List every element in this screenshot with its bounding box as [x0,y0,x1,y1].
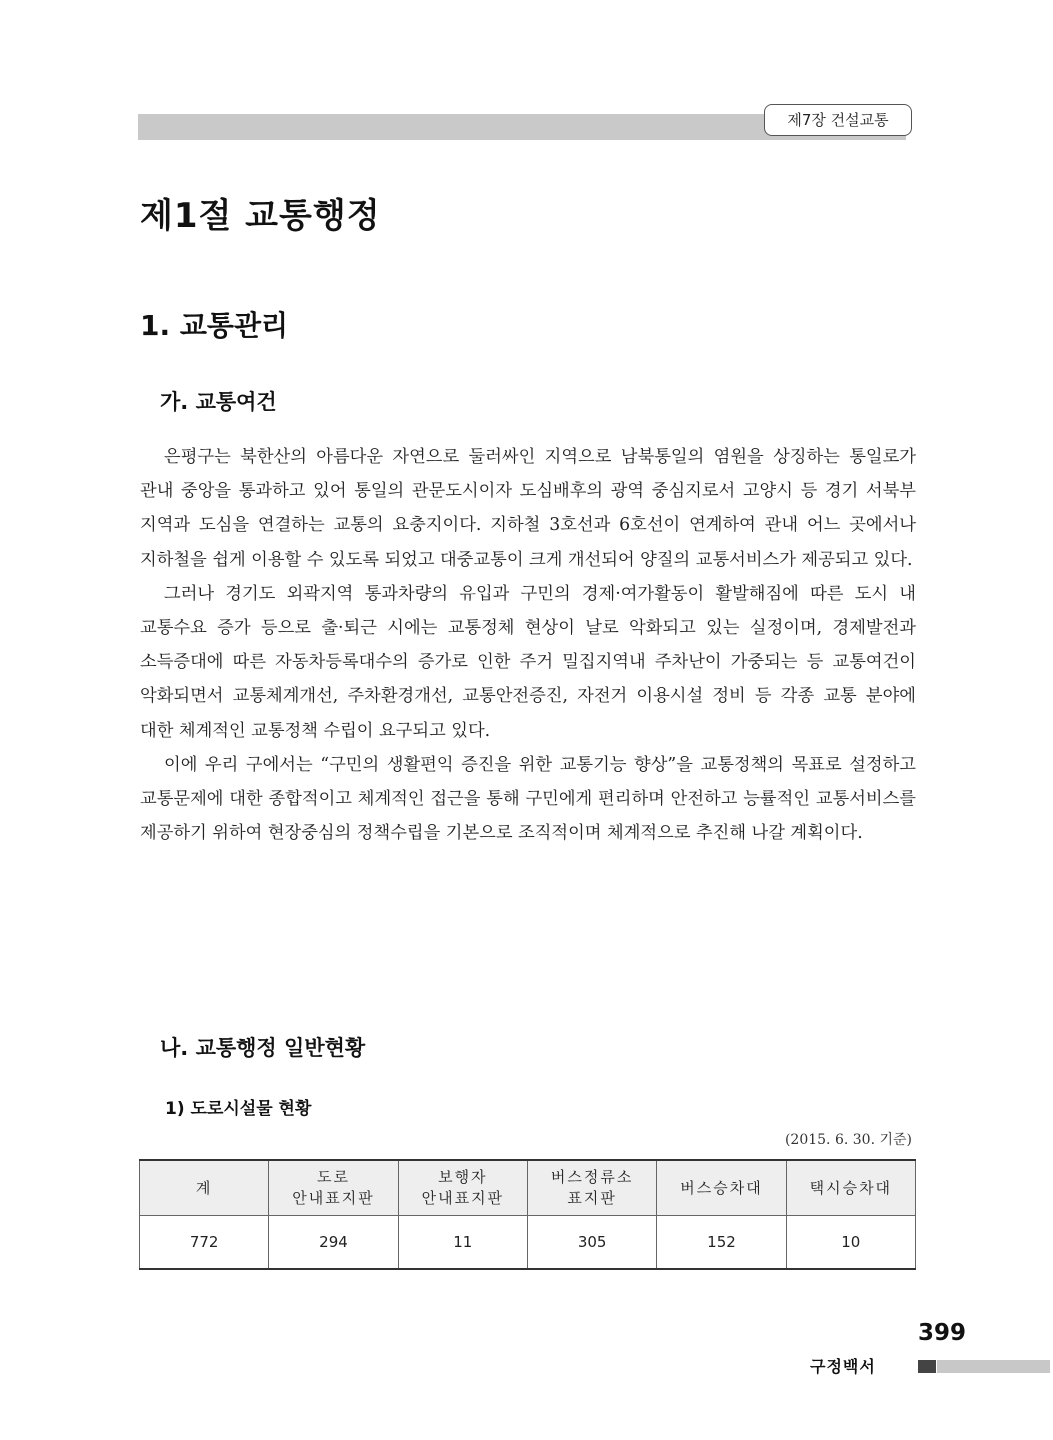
table-row [140,1216,916,1270]
cell-pedestrian-sign: 11 [398,1216,527,1270]
paragraph: 그러나 경기도 외곽지역 통과차량의 유입과 구민의 경제·여가활동이 활발해짐에 따른 도시 내 교통수요 증가 등으로 출·퇴근 시에는 교통정체 현상이 날로 악화되고 있는 실정이며, 경제발전과 소득증대에 따른 자동차등록대수의 증가로 인한 주거 밀집지역내 주차난이 가중되는 등 교통여건이 악화되면서 교통체계개선, 주차환경개선, 교통안전증진, 자전거 이용시설 정비 등 각종 교통 분야에 대한 체계적인 교통정책 수립이 요구되고 있다. [140,583,916,741]
heading-traffic-conditions: 가. 교통여건 [160,390,277,414]
cell-road-sign: 294 [269,1216,398,1270]
paragraph: 이에 우리 구에서는 “구민의 생활편익 증진을 위한 교통기능 향상”을 교통정책의 목표로 설정하고 교통문제에 대한 종합적이고 체계적인 접근을 통해 구민에게 편리하며 안전하고 능률적인 교통서비스를 제공하기 위하여 현장중심의 정책수립을 기본으로 조직적이며 체계적으로 추진해 나갈 계획이다. [140,754,916,844]
cell-bus-stop-sign: 305 [527,1216,656,1270]
table-header-row [140,1160,916,1216]
footer-accent [918,1360,936,1373]
col-header-road-sign: 도로 안내표지판 [269,1160,398,1216]
section-title: 제1절 교통행정 [140,196,381,236]
col-header-taxi-stand: 택시승차대 [786,1160,915,1216]
page-number: 399 [918,1320,967,1346]
col-header-total: 계 [140,1160,269,1216]
heading-traffic-management: 1. 교통관리 [140,309,289,342]
footer-bar [937,1360,1050,1373]
book-title: 구정백서 [810,1357,876,1376]
col-header-pedestrian-sign: 보행자 안내표지판 [398,1160,527,1216]
col-header-bus-shelter: 버스승차대 [657,1160,786,1216]
body-text [140,440,916,850]
heading-admin-status: 나. 교통행정 일반현황 [160,1036,366,1060]
paragraph: 은평구는 북한산의 아름다운 자연으로 둘러싸인 지역으로 남북통일의 염원을 상징하는 통일로가 관내 중앙을 통과하고 있어 통일의 관문도시이자 도심배후의 광역 중심지로서 고양시 등 경기 서북부 지역과 도심을 연결하는 교통의 요충지이다. 지하철 3호선과 6호선이 연계하여 관내 어느 곳에서나 지하철을 쉽게 이용할 수 있도록 되었고 대중교통이 크게 개선되어 양질의 교통서비스가 제공되고 있다. [140,447,916,570]
cell-taxi-stand: 10 [786,1216,915,1270]
road-facilities-table [139,1159,916,1270]
cell-total: 772 [140,1216,269,1270]
table-reference-date: (2015. 6. 30. 기준) [784,1132,912,1148]
cell-bus-shelter: 152 [657,1216,786,1270]
heading-road-facilities: 1) 도로시설물 현황 [165,1099,312,1119]
col-header-bus-stop-sign: 버스정류소 표지판 [527,1160,656,1216]
chapter-tab: 제7장 건설교통 [764,104,912,136]
